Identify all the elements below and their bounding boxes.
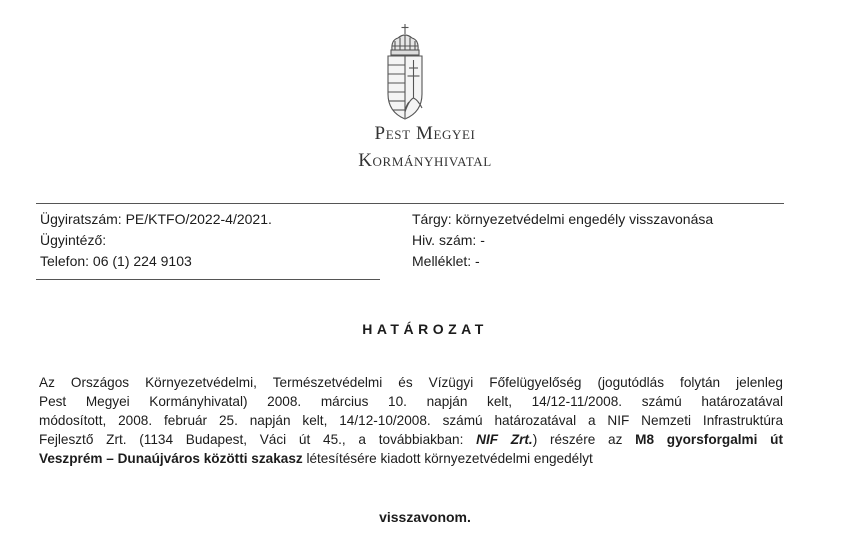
attachment: Melléklet: - [412,253,480,269]
case-officer: Ügyintéző: [40,232,107,248]
body-text: Fejlesztő Zrt. (1134 Budapest, Váci út 45., a továbbiakban: [39,432,477,447]
case-info [40,209,272,272]
body-line: Az Országos Környezetvédelmi, Természetvédelmi és Vízügyi Főfelügyelőség (jogutódlás folytán jelenleg [39,375,783,390]
hungarian-coat-of-arms-icon [383,22,427,122]
meta-divider [36,279,380,280]
body-line [39,449,783,468]
company-short-name: NIF Zrt. [476,432,533,447]
header-divider [36,203,784,204]
body-line: Pest Megyei Kormányhivatal) 2008. március 10. napján kelt, 14/12-11/2008. számú határozatával [39,394,783,409]
subject: Tárgy: környezetvédelmi engedély visszavonása [412,211,714,227]
case-number: Ügyiratszám: PE/KTFO/2022-4/2021. [40,211,272,227]
body-text: ) részére az [532,432,636,447]
phone-number: Telefon: 06 (1) 224 9103 [40,253,192,269]
document-body [39,373,783,468]
body-text: létesítésére kiadott környezetvédelmi engedélyt [302,451,593,466]
body-line [39,430,783,449]
road-name: M8 gyorsforgalmi út [635,432,783,447]
document-title: HATÁROZAT [362,321,488,337]
office-name-line2: Kormányhivatal [358,150,492,171]
decision: visszavonom. [379,509,471,525]
subject-info [412,209,713,272]
road-section: Veszprém – Dunaújváros közötti szakasz [39,451,303,466]
body-line: módosított, 2008. február 25. napján kelt, 14/12-10/2008. számú határozatával a NIF Nemzeti Infrastruktúra [39,413,783,428]
office-name-line1: Pest Megyei [374,123,476,144]
reference-number: Hiv. szám: - [412,232,485,248]
